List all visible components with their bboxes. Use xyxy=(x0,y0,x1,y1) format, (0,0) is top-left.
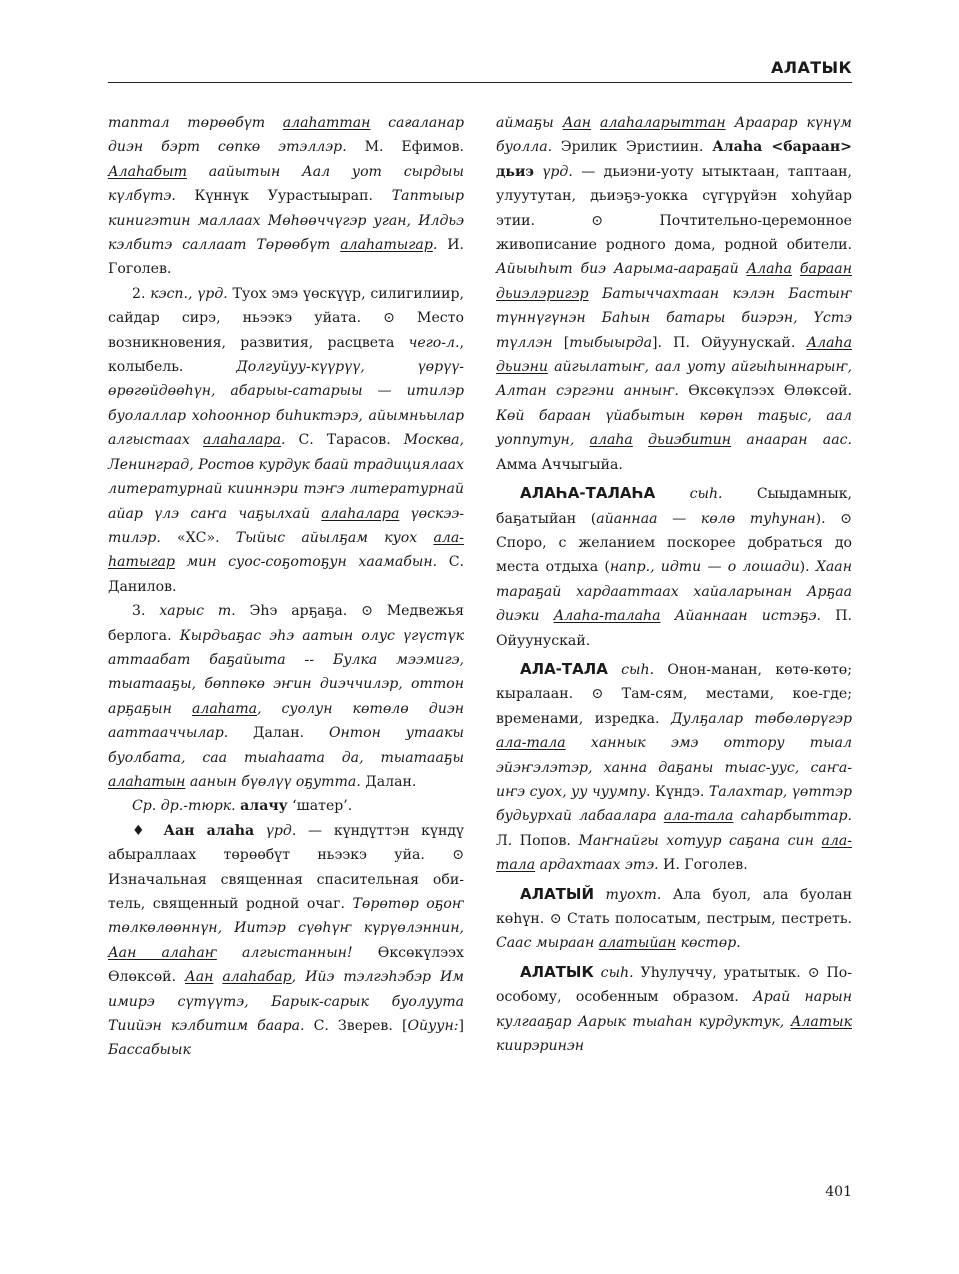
entry-alatyj: АЛАТЫЙ туохт. Ала буол, ала буолан көһүн. ⊙ Стать полосатым, пестрым, пестреть. Саас мыраан алатыйан көстөр. xyxy=(496,884,852,952)
entry-sense-2: 2. кэсп., үрд. Туох эмэ үөскүүр, силигилиир, сайдар сирэ, ньээкэ уйата. ⊙ Место возникновения, развития, расцвета чего-л., колыбель. Долгуйуу-күүрүү, үөрүү-өрөгөйдөөһүн, абарыы-сатарыы — итилэр буолаллар хоһооннор биһиктэрэ, айымньылар алгыстаах алаһалара. С. Тарасов. Москва, Ленинград, Ростов курдук баай традициялаах литературнай кииннэри тэҥэ литературнай айар үлэ саҥа чаҕылхай алаһалара үөскээтилэр. «ХС». Тыйыс айылҕам куох алаһатыгар мин суос-соҕотоҕун хаамабын. С. Данилов. xyxy=(108,285,464,595)
page-number: 401 xyxy=(825,1184,852,1200)
entry-alaha-talaha: АЛАҺА-ТАЛАҺА сыһ. Сыыдамнык, баҕатыйан (айаннаа — көлө туһунан). ⊙ Споро, с желанием поскорее добраться до места отдыха (напр., идти — о лошади). Хаан тараҕай хардааттаах хайаларынан Арҕаа диэки Алаһа-талаһа Айаннаан истэҕэ. П. Ойуунускай. xyxy=(496,484,852,649)
entry-sense-3: 3. харыс т. Эһэ арҕаҕа. ⊙ Медвежья берлога. Кырдьаҕас эһэ аатын олус үгүстүк аттаабат баҕайыта -- Булка мээмигэ, тыатааҕы, бөппөкө эҥин диэччилэр, оттон арҕаҕын алаһата, суолун көтөлө диэн ааттааччылар. Далан. Онтон утаакы буолбата, саа тыаһаата да, тыатааҕы алаһатын аанын бүөлүү оҕутта. Далан. xyxy=(108,603,465,790)
entry-paragraph: аймаҕы Аан алаһаларыттан Араарар күнүм буолла. Эрилик Эристиин. Алаһа <бараан> дьиэ үрд. — дьиэни-уоту ытыктаан, таптаан, улуутутан, дьиэҕэ-уокка сүгүрүйэн хоһуйар этии. ⊙ Почтительно-церемонное живописание родного дома, родной обители. Айыыһыт биэ Аарыма-аараҕай Алаһа бараан дьиэлэригэр Батыччахтаан кэлэн Бастыҥ түннүгүнэн Баһын батары биэрэн, Үстэ түллэн [тыбыырда]. П. Ойуунускай. Алаһа дьиэни айгылатыҥ, аал уоту айгыһыннарыҥ, Алтан сэргэни анныҥ. Өксөкүлээх Өлөксөй. Көй бараан үйабытын көрөн таҕыс, аал уоппутун, алаһа дьиэбитин анааран аас. Амма Аччыгыйа. xyxy=(496,115,853,473)
etymology-note: Ср. др.-тюрк. алачу ‘шатер’. xyxy=(132,798,353,815)
right-column xyxy=(496,111,852,1058)
entry-alatyk: АЛАТЫК сыһ. Уһулуччу, уратытык. ⊙ По-особому, особенным образом. Арай нарын кулгааҕар Аарык тыаһан курдуктук, Алатык киирэринэн xyxy=(496,962,852,1055)
entry-paragraph: таптал төрөөбүт алаһаттан сағаланар диэн бэрт сөпкө этэллэр. М. Ефимов. Алаһабыт аайытын Аал уот сырдыы күлбүтэ. Күннүк Уурастыырап. Таптыыр кинигэтин маллаах Мөһөөччүгэр уган, Илдьэ кэлбитэ саллаат Төрөөбүт алаһатыгар. И. Гоголев. xyxy=(108,115,464,278)
running-header-headword: АЛАТЫК xyxy=(770,58,852,77)
phrase-entry-aan-alaha: ♦ Аан алаһа үрд. — күндүттэн күндү абыраллаах төрөөбүт ньээкэ уйа. ⊙ Изначальная священная спасительная обитель, священный родной очаг. Төрөтөр оҕоҥ төлкөлөөннүн, Иитэр сүөһүҥ күрүөлэннин, Аан алаһаҥ алгыстаннын! Өксөкүлээх Өлөксөй. Аан алаһабар, Ийэ тэлгэһэбэр Им имирэ сүтүүтэ, Барык-сарык буолуута Тиийэн кэлбитим баара. С. Зверев. [Ойуун:] Бассабыык xyxy=(108,822,464,1059)
left-column xyxy=(108,111,464,1063)
running-header xyxy=(108,58,852,83)
entry-ala-tala: АЛА-ТАЛА сыһ. Онон-манан, көтө-көтө; кыралаан. ⊙ Там-сям, местами, кое-где; временами, изредка. Дулҕалар төбөлөрүгэр ала-тала ханнык эмэ оттору тыал эйэҥэлэтэр, ханна даҕаны тыас-уус, саҥа-иҥэ суох, уу чуумпу. Күндэ. Талахтар, үөттэр будьурхай лабаалара ала-тала саһарбыттар. Л. Попов. Маҥнайгы хотуур саҕана син алатала ардахтаах этэ. И. Гоголев. xyxy=(496,659,853,874)
